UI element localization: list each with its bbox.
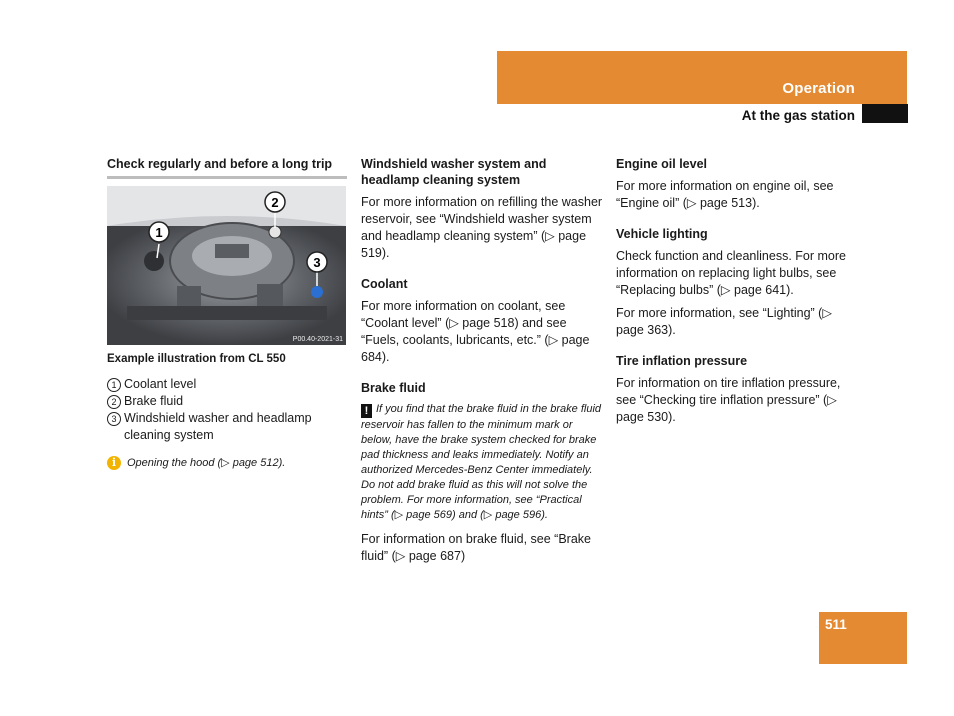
legend-text: Brake fluid	[124, 394, 184, 408]
info-note	[107, 456, 347, 471]
section-header-bar	[497, 51, 907, 104]
page-number-box	[819, 612, 907, 664]
column-other-checks	[616, 156, 861, 432]
legend-item	[107, 376, 347, 393]
brake-warning-text: If you find that the brake fluid in the brake fluid reservoir has fallen to the minimum mark or below, have the brake system checked for brake pad thickness and leaks immediately. Notify an authorized Mercedes-Benz Center immediately. Do not add brake fluid as this will not solve the problem. For more information, see “Practical hints” (▷ page 569) and (▷ page 596).	[361, 403, 602, 521]
check-heading: Check regularly and before a long trip	[107, 156, 347, 179]
subsection-title: At the gas station	[741, 108, 855, 123]
lighting-text-more: For more information, see “Lighting” (▷ page 363).	[616, 306, 832, 337]
legend-number: 2	[107, 395, 121, 409]
image-caption: Example illustration from CL 550	[107, 353, 286, 365]
legend-number: 1	[107, 378, 121, 392]
washer-text: For more information on refilling the washer reservoir, see “Windshield washer system and headlamp cleaning system” (▷ page 519).	[361, 195, 603, 260]
callout-3: 3	[313, 255, 321, 270]
info-note-text: Opening the hood (▷ page 512).	[127, 457, 286, 469]
legend-number: 3	[107, 412, 121, 426]
callout-overlay	[107, 186, 346, 345]
legend-item	[107, 410, 347, 444]
tire-pressure-heading: Tire inflation pressure	[616, 354, 748, 368]
warning-icon: !	[361, 404, 372, 418]
image-reference: P00.40-2021-31	[292, 336, 343, 343]
callout-2: 2	[271, 195, 279, 210]
engine-illustration	[107, 186, 346, 345]
column-fluids	[361, 156, 603, 571]
page-number: 511	[825, 617, 847, 632]
brake-fluid-heading: Brake fluid	[361, 381, 426, 395]
brake-warning	[361, 402, 603, 523]
legend-text: Coolant level	[124, 377, 197, 391]
callout-1: 1	[155, 225, 163, 240]
lighting-heading: Vehicle lighting	[616, 227, 708, 241]
subsection-marker	[862, 104, 908, 123]
lighting-text: Check function and cleanliness. For more information on replacing light bulbs, see “Replacing bulbs” (▷ page 641).	[616, 249, 846, 297]
coolant-text: For more information on coolant, see “Coolant level” (▷ page 518) and see “Fuels, coolants, lubricants, etc.” (▷ page 684).	[361, 299, 590, 364]
legend-item	[107, 393, 347, 410]
legend-text: Windshield washer and headlamp cleaning system	[124, 411, 312, 442]
info-icon: i	[107, 456, 121, 470]
tire-pressure-text: For information on tire inflation pressure, see “Checking tire inflation pressure” (▷ page 530).	[616, 376, 841, 424]
section-title: Operation	[782, 80, 855, 97]
washer-heading: Windshield washer system and headlamp cleaning system	[361, 157, 547, 187]
brake-fluid-text: For information on brake fluid, see “Brake fluid” (▷ page 687)	[361, 532, 591, 563]
oil-heading: Engine oil level	[616, 157, 707, 171]
coolant-heading: Coolant	[361, 277, 408, 291]
column-checks	[107, 156, 347, 471]
oil-text: For more information on engine oil, see “Engine oil” (▷ page 513).	[616, 179, 834, 210]
